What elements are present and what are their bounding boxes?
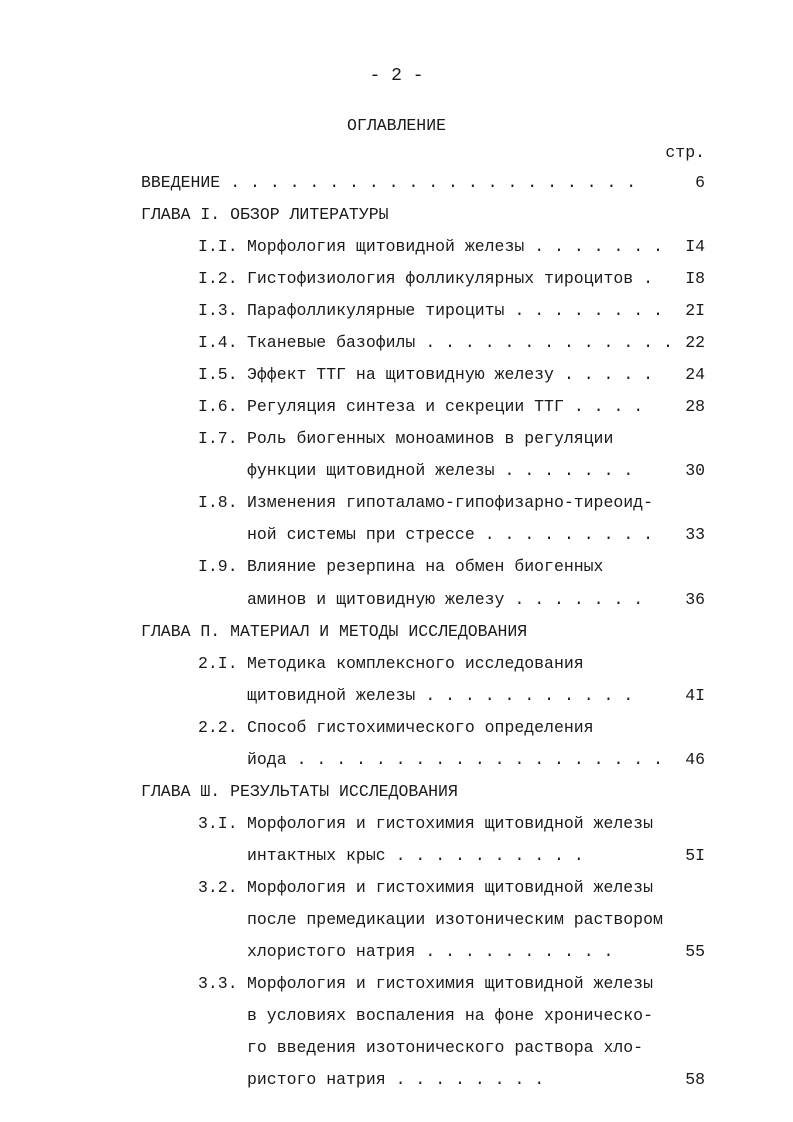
entry-title: Роль биогенных моноаминов в регуляции [247,429,614,449]
entry-title: ГЛАВА Ш. РЕЗУЛЬТАТЫ ИССЛЕДОВАНИЯ [141,781,458,801]
entry-line [247,590,643,609]
entry-line [247,654,584,673]
entry-line [141,782,458,801]
entry-line [247,493,653,512]
dot-leader: . . . . . . . . . . . . . [425,333,673,353]
toc-chapter-row [0,205,793,237]
entry-title: Регуляция синтеза и секреции ТТГ [247,397,564,417]
toc-entry-row [0,942,793,974]
entry-page: 22 [685,333,705,353]
toc-title: ОГЛАВЛЕНИЕ [346,116,447,135]
entry-title: Морфология и гистохимия щитовидной железы [247,877,653,897]
entry-line [141,622,527,641]
toc-entry-row [0,461,793,493]
entry-title: интактных крыс [247,845,386,865]
entry-line [247,429,613,448]
entry-title: Морфология щитовидной железы [247,237,525,257]
entry-number: 2.I. [198,653,238,673]
entry-title: Способ гистохимического определения [247,717,594,737]
entry-line [247,942,613,961]
entry-title: ВВЕДЕНИЕ [141,173,221,192]
toc-entry-row [0,301,793,333]
entry-line [247,1006,653,1025]
entry-page: I4 [685,237,705,257]
dot-leader: . . . . . . . . . . . [425,685,634,705]
entry-line [141,173,636,192]
entry-number: I.6. [198,397,238,417]
toc-entry-row [0,429,793,461]
entry-line [247,910,663,929]
toc-entry-row [0,750,793,782]
entry-number: 3.3. [198,974,238,993]
page-column-label: стр. [665,143,705,162]
entry-title: йода [247,749,287,769]
entry-page: 24 [685,365,705,385]
entry-number: I.3. [198,301,238,321]
toc-entry-row [0,493,793,525]
toc-entry-row [0,846,793,878]
entry-number: 3.2. [198,877,238,897]
entry-page: I8 [685,269,705,289]
entry-title: Морфология и гистохимия щитовидной железы [247,813,653,833]
entry-page: 46 [685,749,705,769]
toc-chapter-row [0,173,793,205]
toc-entry-row [0,910,793,942]
entry-title: после премедикации изотоническим раствором [247,909,663,929]
dot-leader: . . . . . . . [534,237,663,257]
toc-chapter-row [0,622,793,654]
entry-number: I.2. [198,269,238,289]
toc-entry-row [0,814,793,846]
entry-title: ГЛАВА I. ОБЗОР ЛИТЕРАТУРЫ [141,205,389,225]
toc-entry-row [0,1038,793,1070]
entry-number: 2.2. [198,717,238,737]
entry-line [247,333,673,352]
dot-leader: . . . . . . . . . . . . . . . . . . . . . [230,173,637,192]
entry-title: в условиях воспаления на фоне хроническо- [247,1006,653,1026]
entry-page: 30 [685,461,705,481]
entry-title: Парафолликулярные тироциты [247,301,505,321]
entry-line [247,686,633,705]
entry-line [141,205,389,224]
entry-title: Изменения гипоталамо-гипофизарно-тиреоид- [247,493,653,513]
entry-number: I.4. [198,333,238,353]
entry-page: 33 [685,525,705,545]
entry-line [247,397,643,416]
toc-entry-row [0,365,793,397]
page-number: - 2 - [369,66,424,86]
entry-title: Влияние резерпина на обмен биогенных [247,557,604,577]
entry-line [247,461,633,480]
entry-title: ристого натрия [247,1070,386,1090]
entry-title: Гистофизиология фолликулярных тироцитов . [247,269,653,289]
entry-title: ной системы при стрессе [247,525,475,545]
entry-title: Тканевые базофилы [247,333,416,353]
entry-page: 4I [685,685,705,705]
toc-entry-row [0,590,793,622]
entry-page: 2I [685,301,705,321]
entry-title: щитовидной железы [247,685,416,705]
dot-leader: . . . . . . . . [395,1070,545,1090]
dot-leader: . . . . . . . [514,589,644,609]
entry-title: Методика комплексного исследования [247,653,584,673]
toc-entry-row [0,718,793,750]
entry-title: аминов и щитовидную железу [247,589,505,609]
entry-title: функции щитовидной железы [247,461,495,481]
entry-page: 6 [695,173,705,192]
entry-line [247,269,653,288]
entry-page: 28 [685,397,705,417]
toc-entry-row [0,974,793,1006]
dot-leader: . . . . [573,397,644,417]
entry-title: ГЛАВА П. МАТЕРИАЛ И МЕТОДЫ ИССЛЕДОВАНИЯ [141,621,528,641]
entry-line [247,846,584,865]
toc-entry-row [0,878,793,910]
entry-line [247,237,663,256]
entry-line [247,525,653,544]
toc-chapter-row [0,782,793,814]
entry-line [247,301,663,320]
entry-number: I.I. [198,237,238,257]
toc-entry-row [0,686,793,718]
entry-title: хлористого натрия [247,941,416,961]
entry-title: Эффект ТТГ на щитовидную железу [247,365,554,385]
toc-entry-row [0,1006,793,1038]
entry-line [247,750,663,769]
entry-page: 55 [685,941,705,961]
entry-line [247,974,653,993]
entry-line [247,814,653,833]
entry-number: I.8. [198,493,238,513]
toc-entry-row [0,333,793,365]
entry-line [247,557,603,576]
toc-entry-row [0,654,793,686]
entry-number: 3.I. [198,813,238,833]
toc-entry-row [0,525,793,557]
dot-leader: . . . . . . . . . . [395,845,584,865]
dot-leader: . . . . . . . . . . . . . . . . . . . [296,749,663,769]
dot-leader: . . . . . . . . [514,301,663,321]
entry-page: 58 [685,1070,705,1090]
entry-title: Морфология и гистохимия щитовидной железы [247,974,653,993]
toc-entry-row [0,557,793,589]
entry-line [247,1038,643,1057]
entry-page: 5I [685,845,705,865]
dot-leader: . . . . . . . [504,461,634,481]
entry-number: I.5. [198,365,238,385]
entry-line [247,1070,544,1089]
entry-line [247,718,594,737]
toc-entry-row [0,237,793,269]
entry-title: го введения изотонического раствора хло- [247,1038,644,1058]
entry-number: I.7. [198,429,238,449]
toc-entry-row [0,1070,793,1102]
entry-line [247,878,653,897]
toc-entry-row [0,269,793,301]
dot-leader: . . . . . . . . . [484,525,654,545]
dot-leader: . . . . . . . . . . [425,941,614,961]
toc-entry-row [0,397,793,429]
entry-page: 36 [685,589,705,609]
dot-leader: . . . . . [563,365,654,385]
entry-line [247,365,653,384]
entry-number: I.9. [198,557,238,577]
